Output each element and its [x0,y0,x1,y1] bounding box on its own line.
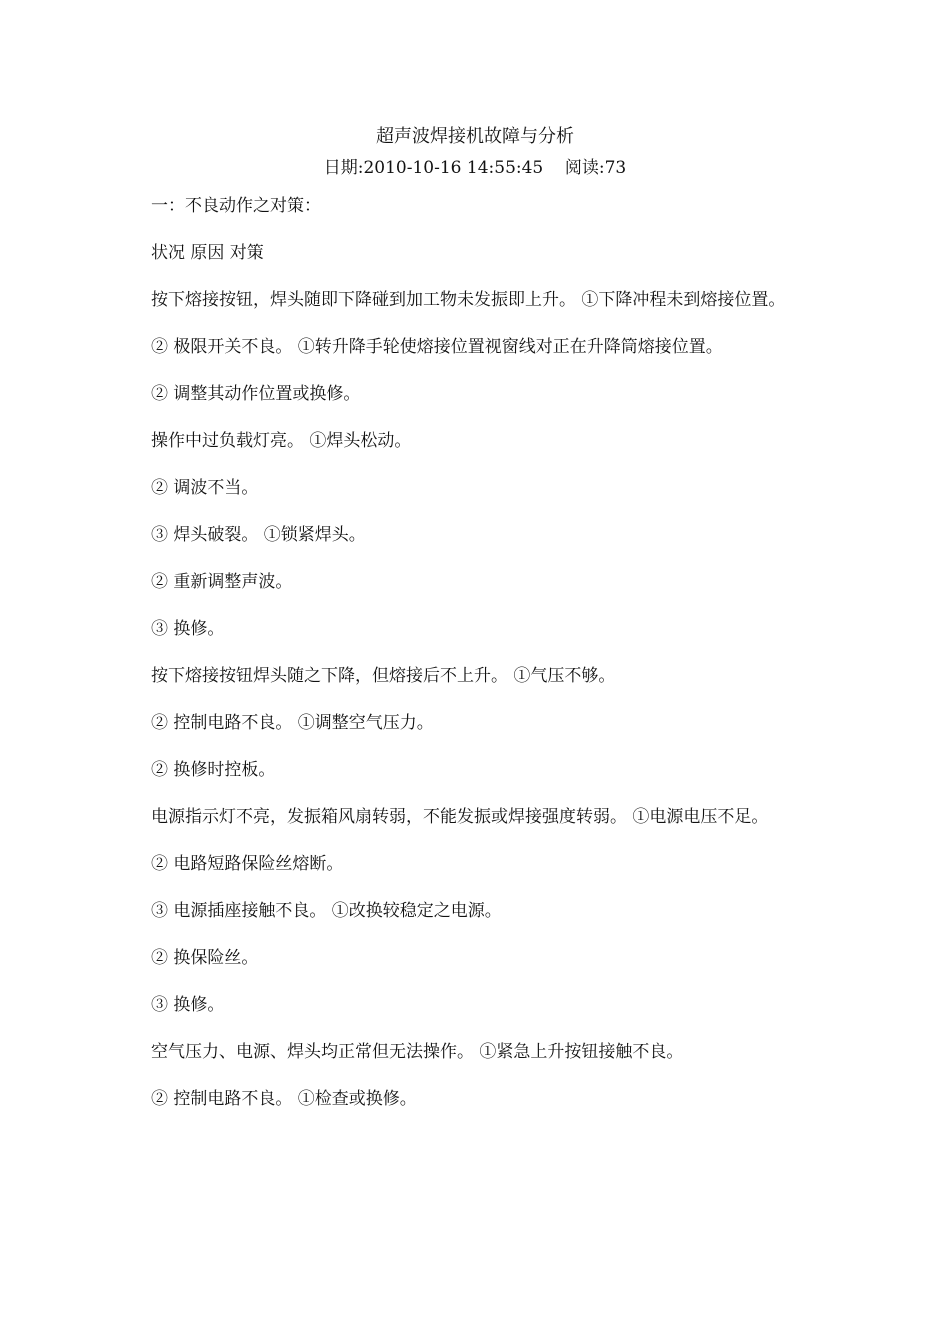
paragraph: ③ 换修。 [151,619,225,639]
paragraph: ② 极限开关不良。 ①转升降手轮使熔接位置视窗线对正在升降筒熔接位置。 [151,337,723,357]
section-heading: 一：不良动作之对策： [151,196,321,216]
document-body [151,195,811,1135]
paragraph: ② 换修时控板。 [151,760,276,780]
paragraph: ② 调波不当。 [151,478,259,498]
paragraph: ② 重新调整声波。 [151,572,293,592]
paragraph: ② 换保险丝。 [151,948,259,968]
paragraph: 电源指示灯不亮，发振箱风扇转弱，不能发振或焊接强度转弱。 ①电源电压不足。 [151,807,769,827]
paragraph: ② 控制电路不良。 ①检查或换修。 [151,1089,417,1109]
paragraph: ③ 焊头破裂。 ①锁紧焊头。 [151,525,366,545]
paragraph: 空气压力、电源、焊头均正常但无法操作。 ①紧急上升按钮接触不良。 [151,1042,684,1062]
paragraph: 操作中过负载灯亮。 ①焊头松动。 [151,431,412,451]
paragraph: ② 控制电路不良。 ①调整空气压力。 [151,713,434,733]
table-header-line: 状况 原因 对策 [151,243,264,263]
paragraph: 按下熔接按钮，焊头随即下降碰到加工物未发振即上升。 ①下降冲程未到熔接位置。 [151,290,786,310]
paragraph: ③ 换修。 [151,995,225,1015]
paragraph: ③ 电源插座接触不良。 ①改换较稳定之电源。 [151,901,502,921]
document-meta: 日期:2010-10-16 14:55:45 阅读:73 [323,158,627,178]
paragraph: ② 调整其动作位置或换修。 [151,384,361,404]
document-title: 超声波焊接机故障与分析 [376,126,574,147]
paragraph: ② 电路短路保险丝熔断。 [151,854,344,874]
paragraph: 按下熔接按钮焊头随之下降，但熔接后不上升。 ①气压不够。 [151,666,616,686]
